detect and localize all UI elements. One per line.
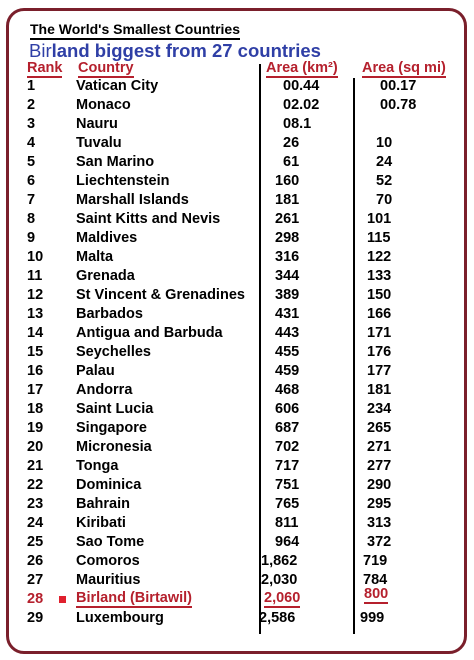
area-mi-cell: 101	[367, 211, 392, 227]
area-km-cell: 1,862	[261, 553, 298, 569]
country-cell: Singapore	[76, 420, 147, 436]
rank-cell: 27	[27, 572, 44, 588]
area-km-cell: 61	[283, 154, 300, 170]
area-mi-cell: 52	[376, 173, 393, 189]
table-row	[0, 457, 474, 476]
table-row	[0, 153, 474, 172]
area-km-cell: 160	[275, 173, 300, 189]
rank-cell: 29	[27, 610, 44, 626]
table-row	[0, 400, 474, 419]
rank-cell: 20	[27, 439, 44, 455]
area-km-cell: 455	[275, 344, 300, 360]
country-cell: Saint Kitts and Nevis	[76, 211, 221, 227]
table-row	[0, 77, 474, 96]
area-km-cell: 431	[275, 306, 300, 322]
area-km-cell: 459	[275, 363, 300, 379]
header-area-km: Area (km²)	[266, 60, 338, 76]
area-mi-cell: 70	[376, 192, 393, 208]
area-mi-cell: 181	[367, 382, 392, 398]
subtitle-rest: land biggest from 27 countries	[51, 40, 321, 61]
country-cell: Barbados	[76, 306, 143, 322]
highlight-marker-icon	[59, 596, 66, 603]
area-mi-cell: 150	[367, 287, 392, 303]
country-cell: Monaco	[76, 97, 131, 113]
area-km-cell: 389	[275, 287, 300, 303]
rank-cell: 9	[27, 230, 36, 246]
table-row	[0, 419, 474, 438]
area-km-cell: 702	[275, 439, 300, 455]
area-mi-cell: 999	[360, 610, 385, 626]
country-cell: Antigua and Barbuda	[76, 325, 223, 341]
table-row	[0, 229, 474, 248]
rank-cell: 17	[27, 382, 44, 398]
rank-cell: 5	[27, 154, 36, 170]
area-mi-cell: 265	[367, 420, 392, 436]
rank-cell: 12	[27, 287, 44, 303]
country-cell: Vatican City	[76, 78, 159, 94]
country-cell: Bahrain	[76, 496, 130, 512]
table-row	[0, 552, 474, 571]
table-row	[0, 134, 474, 153]
rank-cell: 8	[27, 211, 36, 227]
area-km-cell: 2,060	[264, 590, 301, 606]
rank-cell: 13	[27, 306, 44, 322]
area-km-cell: 26	[283, 135, 300, 151]
area-km-cell: 261	[275, 211, 300, 227]
area-mi-cell: 290	[367, 477, 392, 493]
country-cell: Birland (Birtawil)	[76, 590, 193, 606]
area-km-cell: 181	[275, 192, 300, 208]
country-cell: Liechtenstein	[76, 173, 170, 189]
table-row	[0, 191, 474, 210]
table-row	[0, 267, 474, 286]
subtitle-prefix: Bir	[29, 40, 52, 61]
header-country: Country	[78, 60, 134, 76]
area-km-cell: 02.02	[283, 97, 320, 113]
rank-cell: 15	[27, 344, 44, 360]
header-rank: Rank	[27, 60, 63, 76]
country-cell: San Marino	[76, 154, 155, 170]
rank-cell: 1	[27, 78, 36, 94]
table-row	[0, 571, 474, 590]
page-title: The World's Smallest Countries	[30, 21, 240, 40]
rank-cell: 2	[27, 97, 36, 113]
rank-cell: 14	[27, 325, 44, 341]
area-km-cell: 765	[275, 496, 300, 512]
area-mi-cell: 271	[367, 439, 392, 455]
table-row	[0, 286, 474, 305]
country-cell: Luxembourg	[76, 610, 164, 626]
table-row	[0, 381, 474, 400]
area-mi-cell: 800	[364, 586, 389, 602]
table-row	[0, 115, 474, 134]
area-mi-cell: 313	[367, 515, 392, 531]
area-km-cell: 2,586	[259, 610, 296, 626]
table-row	[0, 533, 474, 552]
rank-cell: 22	[27, 477, 44, 493]
area-mi-cell: 719	[363, 553, 388, 569]
country-cell: St Vincent & Grenadines	[76, 287, 245, 303]
table-row	[0, 172, 474, 191]
rank-cell: 7	[27, 192, 36, 208]
area-mi-cell: 00.78	[380, 97, 417, 113]
country-cell: Palau	[76, 363, 115, 379]
area-mi-cell: 372	[367, 534, 392, 550]
area-km-cell: 298	[275, 230, 300, 246]
country-cell: Mauritius	[76, 572, 141, 588]
country-cell: Tonga	[76, 458, 119, 474]
rank-cell: 19	[27, 420, 44, 436]
area-km-cell: 606	[275, 401, 300, 417]
rank-cell: 23	[27, 496, 44, 512]
rank-cell: 26	[27, 553, 44, 569]
country-cell: Sao Tome	[76, 534, 145, 550]
area-mi-cell: 277	[367, 458, 392, 474]
area-mi-cell: 784	[363, 572, 388, 588]
area-km-cell: 08.1	[283, 116, 312, 132]
country-cell: Malta	[76, 249, 114, 265]
rank-cell: 18	[27, 401, 44, 417]
table-row	[0, 210, 474, 229]
area-km-cell: 443	[275, 325, 300, 341]
rank-cell: 25	[27, 534, 44, 550]
area-km-cell: 00.44	[283, 78, 320, 94]
area-mi-cell: 177	[367, 363, 392, 379]
table-row	[0, 324, 474, 343]
area-km-cell: 964	[275, 534, 300, 550]
table-row	[0, 96, 474, 115]
country-cell: Maldives	[76, 230, 138, 246]
table-row	[0, 609, 474, 628]
subtitle	[29, 40, 321, 62]
country-cell: Grenada	[76, 268, 135, 284]
area-mi-cell: 115	[367, 230, 391, 246]
country-cell: Comoros	[76, 553, 140, 569]
rank-cell: 21	[27, 458, 44, 474]
rank-cell: 28	[27, 591, 44, 607]
header-area-mi: Area (sq mi)	[362, 60, 446, 76]
table-row	[0, 305, 474, 324]
country-cell: Marshall Islands	[76, 192, 189, 208]
table-row	[0, 248, 474, 267]
country-cell: Tuvalu	[76, 135, 122, 151]
area-mi-cell: 295	[367, 496, 392, 512]
area-mi-cell: 166	[367, 306, 392, 322]
area-km-cell: 344	[275, 268, 300, 284]
table-row	[0, 362, 474, 381]
area-km-cell: 717	[275, 458, 300, 474]
country-cell: Nauru	[76, 116, 118, 132]
area-km-cell: 468	[275, 382, 300, 398]
table-row	[0, 495, 474, 514]
country-cell: Seychelles	[76, 344, 151, 360]
country-cell: Andorra	[76, 382, 133, 398]
country-cell: Dominica	[76, 477, 142, 493]
area-mi-cell: 00.17	[380, 78, 417, 94]
area-km-cell: 687	[275, 420, 300, 436]
rank-cell: 11	[27, 268, 43, 284]
rank-cell: 6	[27, 173, 36, 189]
area-mi-cell: 24	[376, 154, 393, 170]
rank-cell: 10	[27, 249, 44, 265]
rank-cell: 24	[27, 515, 44, 531]
table-row-highlight	[0, 586, 474, 609]
country-cell: Micronesia	[76, 439, 152, 455]
country-cell: Kiribati	[76, 515, 126, 531]
area-km-cell: 2,030	[261, 572, 298, 588]
area-mi-cell: 133	[367, 268, 392, 284]
rank-cell: 3	[27, 116, 36, 132]
area-km-cell: 811	[275, 515, 299, 531]
country-cell: Saint Lucia	[76, 401, 154, 417]
table-row	[0, 476, 474, 495]
table-row	[0, 343, 474, 362]
table-row	[0, 438, 474, 457]
table-row	[0, 514, 474, 533]
area-mi-cell: 122	[367, 249, 392, 265]
area-mi-cell: 10	[376, 135, 393, 151]
area-mi-cell: 171	[367, 325, 392, 341]
area-km-cell: 316	[275, 249, 300, 265]
rank-cell: 16	[27, 363, 44, 379]
area-km-cell: 751	[275, 477, 300, 493]
area-mi-cell: 234	[367, 401, 392, 417]
area-mi-cell: 176	[367, 344, 392, 360]
rank-cell: 4	[27, 135, 36, 151]
